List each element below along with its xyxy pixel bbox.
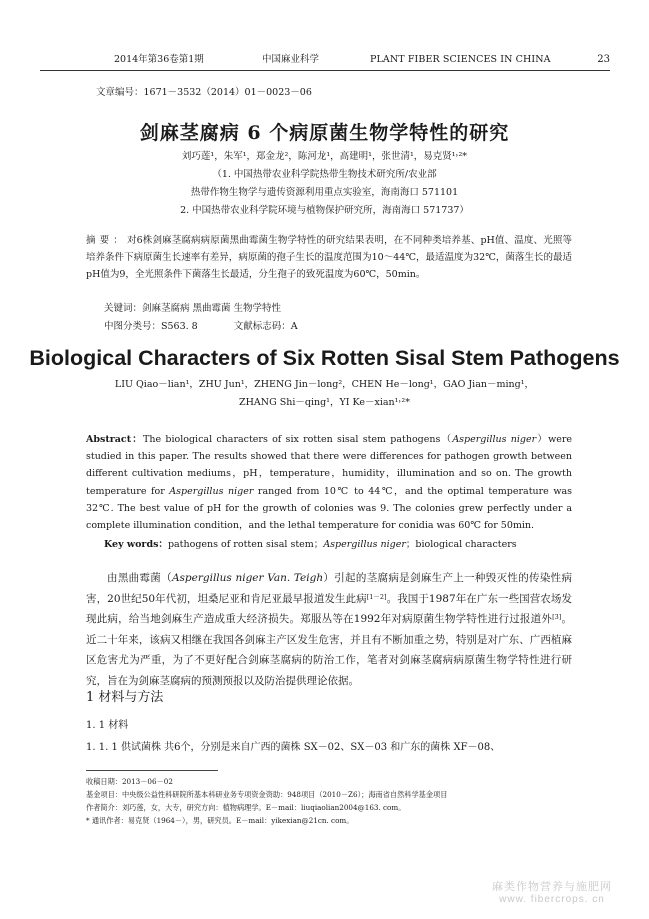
header-rule	[40, 70, 610, 71]
species-name: Aspergillus niger Van. Teigh	[171, 572, 324, 584]
journal-name-cn: 中国麻业科学	[262, 54, 320, 65]
abstract-en-text: ）were studied in this paper. The results showed that there were differences for pathogen growth between different cultivation mediums，pH，temperature，humidity，illumination and so on. The growth temperature for	[86, 434, 573, 497]
citation: [1－2]	[366, 592, 387, 601]
species-name: Aspergillus niger	[452, 434, 537, 445]
intro-text: ）引起的茎腐病是剑麻生产上一种毁灭性的传染性病害，20世纪50年代初，坦桑尼亚和肯尼亚最早报道发生此病	[86, 572, 573, 605]
abstract-label: 摘要：	[86, 235, 127, 246]
intro-text: 由黑曲霉菌（	[107, 572, 172, 584]
affiliation-line: 2. 中国热带农业科学院环境与植物保护研究所，海南海口 571737）	[180, 205, 469, 216]
section-heading: 1 材料与方法	[86, 690, 164, 705]
footnote-received: 收稿日期：2013－06－02	[86, 777, 173, 786]
footnote-funding: 基金项目：中央级公益性科研院所基本科研业务专项资金资助：948项目（2010－Z6）；海南省自然科学基金项目	[86, 790, 448, 799]
abstract-text: 对6株剑麻茎腐病病原菌黑曲霉菌生物学特性的研究结果表明，在不同种类培养基、pH值、温度、光照等培养条件下病原菌生长速率有差异，病原菌的孢子生长的温度范围为10～44℃，最适温度为32℃，菌落生长的最适pH值为9，全光照条件下菌落生长最适，分生孢子的致死温度为60℃，50min。	[86, 235, 572, 280]
footnote-author-bio: 作者简介：刘巧莲，女，大专，研究方向：植物病理学。E－mail：liuqiaolian2004@163. com。	[86, 803, 406, 812]
title-chinese: 剑麻茎腐病 6 个病原菌生物学特性的研究	[139, 122, 510, 144]
intro-text: 。我国于1987年在广东一些国营农场发现此病，给当地剑麻生产造成重大经济损失。郑服丛等在1992年对病原菌生物学特性进行过报道外	[86, 592, 572, 625]
document-code: 文献标志码：A	[233, 321, 298, 332]
issue-info: 2014年第36卷第1期	[114, 54, 204, 65]
page-number: 23	[597, 54, 610, 65]
authors-english-line: ZHANG Shi－qing¹，YI Ke－xian¹˒²*	[239, 397, 410, 408]
watermark-line: 麻类作物营养与施肥网	[492, 880, 612, 893]
authors-english-line: LIU Qiao－lian¹，ZHU Jun¹，ZHENG Jin－long²，CHEN He－long¹，GAO Jian－ming¹，	[114, 379, 535, 390]
keywords-english	[104, 536, 517, 550]
journal-name-en: PLANT FIBER SCIENCES IN CHINA	[370, 54, 551, 65]
species-name: Aspergillus niger	[169, 485, 254, 497]
abstract-en-label: Abstract：	[86, 434, 144, 445]
abstract-en-text: ranged from 10℃ to 44℃，and the optimal temperature was 32℃. The best value of pH for the growth of colonies was 9. The colonies grew perfectly under a complete illumination condition，and the lethal temperature for conidia was 60℃ for 50min.	[86, 485, 572, 532]
affiliation-line: （1. 中国热带农业科学院热带生物技术研究所/农业部	[212, 169, 437, 180]
keywords-en-label: Key words：	[104, 539, 168, 550]
abstract-en-text: The biological characters of six rotten sisal stem pathogens（	[143, 434, 453, 445]
classification	[104, 318, 298, 332]
footnote-corresponding: * 通讯作者：易克贤（1964－），男，研究员。E－mail：yikexian@21cn. com。	[86, 816, 354, 825]
article-number: 文章编号：1671－3532（2014）01－0023－06	[96, 87, 312, 98]
keywords-en-text: pathogens of rotten sisal stem；	[167, 539, 324, 550]
subsection-heading: 1. 1 材料	[86, 720, 129, 731]
introduction-paragraph	[86, 568, 572, 691]
title-english: Biological Characters of Six Rotten Sisal Stem Pathogens	[29, 346, 620, 370]
affiliation-line: 热带作物生物学与遗传资源利用重点实验室，海南海口 571101	[190, 187, 459, 198]
class-number: 中图分类号：S563. 8	[104, 321, 198, 332]
species-name: Aspergillus niger	[323, 539, 406, 550]
subsubsection-text: 1. 1. 1 供试菌株 共6个，分别是来自广西的菌株 SX－02、SX－03 和广东的菌株 XF－08、	[86, 742, 501, 753]
running-header	[40, 52, 610, 68]
intro-text: 。近二十年来，该病又相继在我国各剑麻主产区发生危害，并且有不断加重之势，特别是对广东、广西植麻区危害尤为严重，为了不更好配合剑麻茎腐病的防治工作，笔者对剑麻茎腐病病原菌生物学特性进行研究，旨在为剑麻茎腐病的预测预报以及防治提供理论依据。	[86, 613, 572, 687]
keywords-chinese: 关键词：剑麻茎腐病 黑曲霉菌 生物学特性	[104, 303, 282, 314]
abstract-chinese	[86, 232, 572, 283]
citation: [3]	[552, 613, 562, 621]
watermark-url: www. fibercrops. cn	[499, 894, 605, 905]
abstract-english	[86, 431, 572, 534]
watermark	[492, 878, 612, 905]
authors-chinese: 刘巧莲¹，朱军¹，郑金龙²，陈河龙¹，高建明¹，张世清¹，易克贤¹˒²*	[181, 151, 468, 162]
keywords-en-text: ；biological characters	[405, 539, 517, 550]
footnote-rule	[86, 770, 218, 771]
